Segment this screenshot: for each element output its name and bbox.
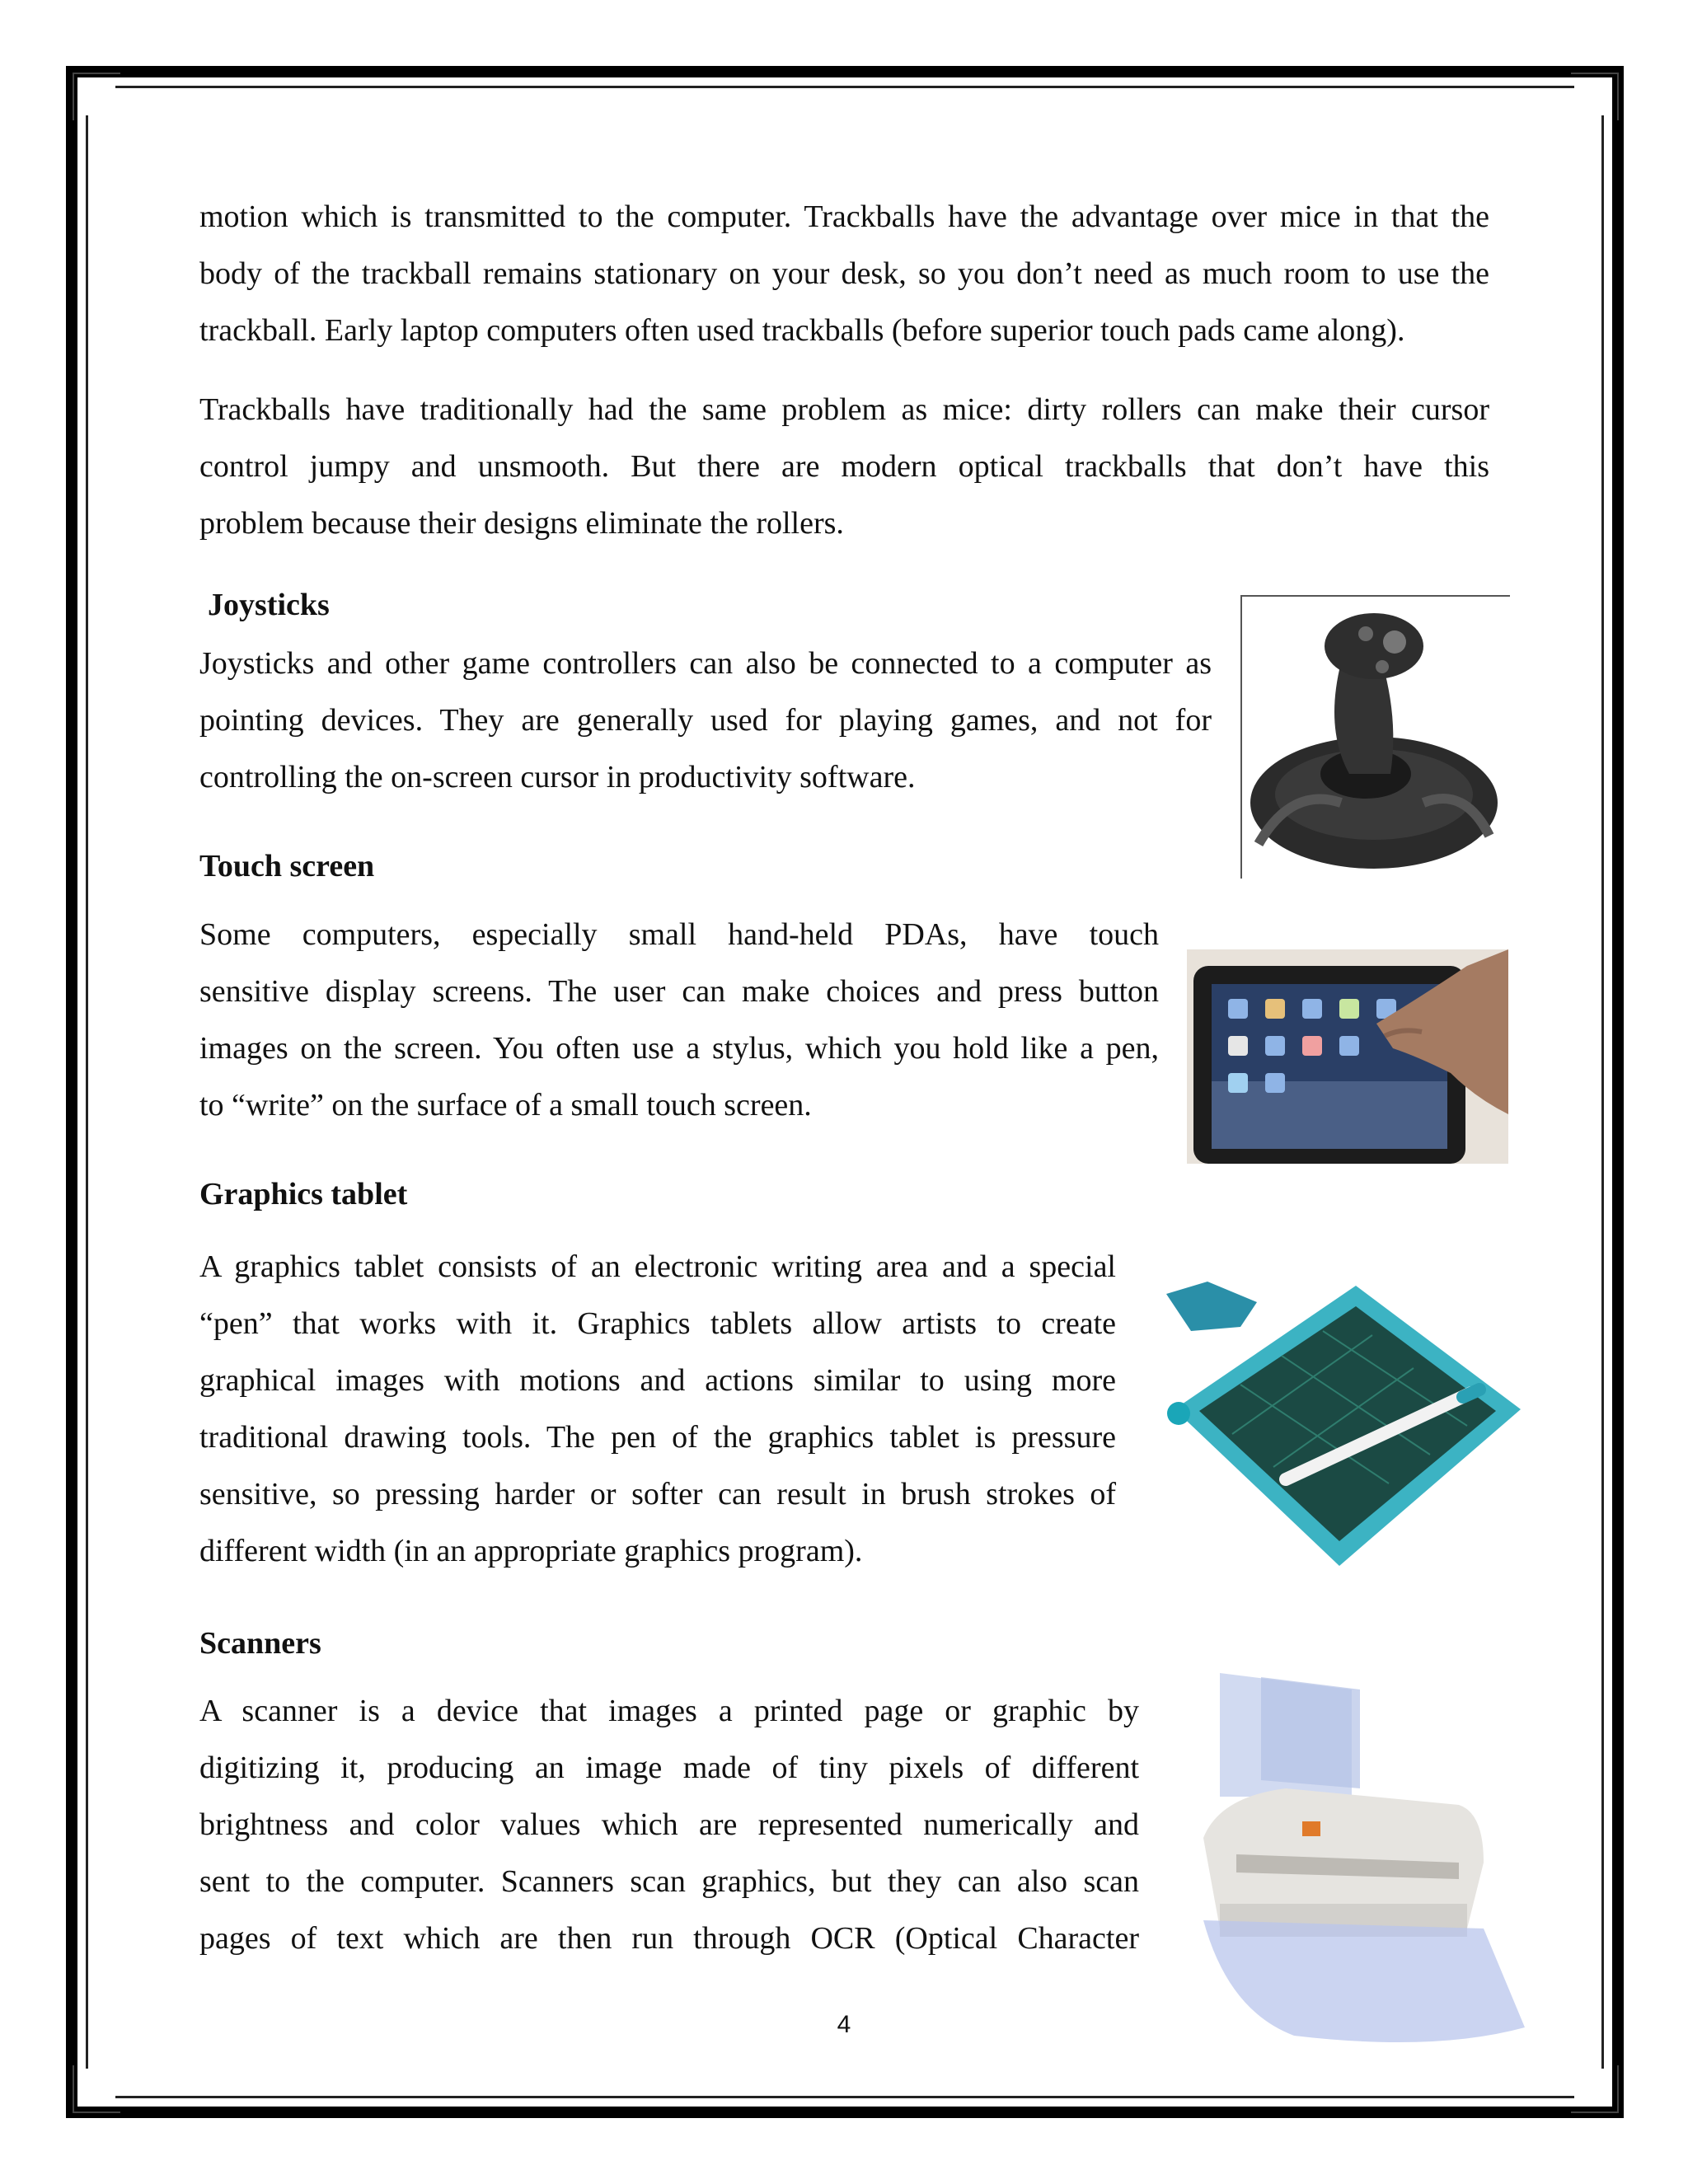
text-line: problem because their designs eliminate the rollers. (199, 506, 844, 541)
text-line: different width (in an appropriate graphics program). (199, 1534, 863, 1568)
touch-screen-heading: Touch screen (199, 849, 375, 883)
joystick-image (1240, 595, 1510, 879)
scanner-image (1187, 1657, 1558, 2052)
graphics-tablet-image (1142, 1269, 1545, 1599)
joysticks-heading: Joysticks (208, 588, 330, 622)
scanners-paragraph (199, 1683, 1139, 1967)
text-line: sent to the computer. Scanners scan graphics, but they can also scan (199, 1864, 1139, 1899)
text-line: body of the trackball remains stationary on your desk, so you don’t need as much room to use the (199, 256, 1489, 291)
text-line: Trackballs have traditionally had the same problem as mice: dirty rollers can make their cursor (199, 392, 1489, 427)
text-line: trackball. Early laptop computers often used trackballs (before superior touch pads came along). (199, 313, 1405, 348)
text-line: traditional drawing tools. The pen of the graphics tablet is pressure (199, 1420, 1116, 1455)
text-line: sensitive, so pressing harder or softer can result in brush strokes of (199, 1477, 1116, 1511)
text-line: pages of text which are then run through OCR (Optical Character (199, 1921, 1139, 1956)
trackball-paragraph (199, 189, 1489, 359)
text-line: “pen” that works with it. Graphics tablets allow artists to create (199, 1306, 1116, 1341)
text-line: Joysticks and other game controllers can also be connected to a computer as (199, 646, 1212, 681)
text-line: brightness and color values which are represented numerically and (199, 1807, 1139, 1842)
touch-tablet-image (1187, 949, 1508, 1164)
text-line: A graphics tablet consists of an electronic writing area and a special (199, 1249, 1116, 1284)
text-line: to “write” on the surface of a small touch screen. (199, 1088, 812, 1122)
scanners-heading: Scanners (199, 1626, 321, 1661)
text-line: graphical images with motions and actions similar to using more (199, 1363, 1116, 1398)
graphics-tablet-paragraph (199, 1239, 1116, 1580)
graphics-tablet-heading: Graphics tablet (199, 1177, 408, 1212)
trackball-problem-paragraph (199, 382, 1489, 552)
text-line: A scanner is a device that images a printed page or graphic by (199, 1694, 1139, 1728)
joysticks-paragraph (199, 635, 1212, 806)
page-number: 4 (837, 2011, 851, 2038)
text-line: motion which is transmitted to the computer. Trackballs have the advantage over mice in that the (199, 199, 1489, 234)
text-line: sensitive display screens. The user can make choices and press button (199, 974, 1159, 1009)
text-line: Some computers, especially small hand-held PDAs, have touch (199, 917, 1159, 952)
text-line: pointing devices. They are generally used for playing games, and not for (199, 703, 1212, 738)
text-line: control jumpy and unsmooth. But there are modern optical trackballs that don’t have this (199, 449, 1489, 484)
text-line: digitizing it, producing an image made of tiny pixels of different (199, 1750, 1139, 1785)
touch-screen-paragraph (199, 907, 1159, 1134)
text-line: controlling the on-screen cursor in productivity software. (199, 760, 916, 794)
text-line: images on the screen. You often use a stylus, which you hold like a pen, (199, 1031, 1159, 1066)
